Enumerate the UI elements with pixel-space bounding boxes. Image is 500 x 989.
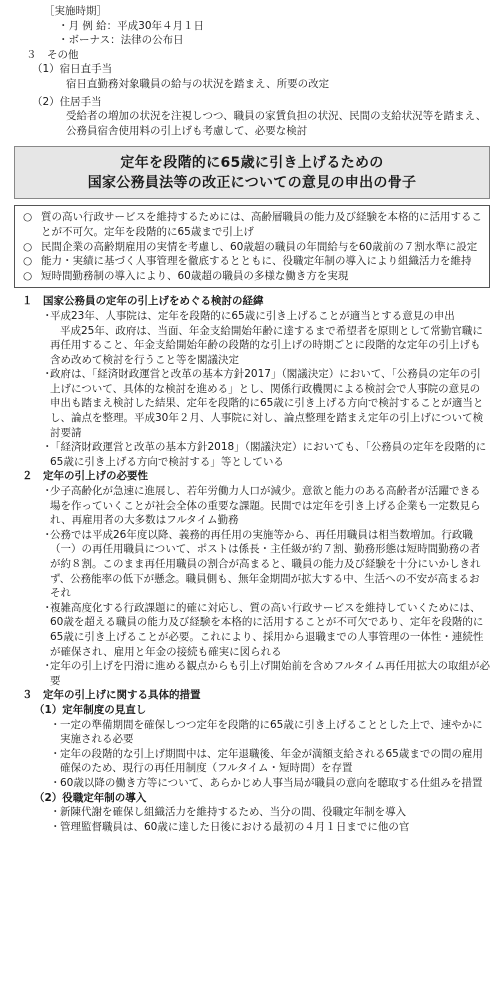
circle-mark: ○: [23, 211, 33, 224]
sub-1-body: 宿日直勤務対象職員の給与の状況を踏まえ、所要の改定: [66, 77, 330, 90]
sub-2-body: 受給者の増加の状況を注視しつつ、職員の家賃負担の状況、民間の支給状況等を踏まえ、公務員宿舎使用料の引上げも考慮して、必要な検討: [66, 110, 487, 137]
circle-mark: ○: [23, 255, 33, 268]
summary-item: ○ 民間企業の高齢期雇用の実情を考慮し、60歳超の職員の年間給与を60歳前の７割水準に設定: [23, 240, 478, 253]
list-item: ・ 少子高齢化が急速に進展し、若年労働力人口が減少。意欲と能力のある高齢者が活躍できる場を作っていくことが社会全体の重要な課題。民間では定年を引き上げる企業も一定数見られ、再雇用者の大多数はフルタイム勤務: [42, 485, 481, 527]
list-item: ・ 管理監督職員は、60歳に達した日後における最初の４月１日までに他の官: [50, 820, 410, 833]
list-item: ・ 定年の引上げを円滑に進める観点からも引上げ開始前を含めフルタイム再任用拡大の取組が必要: [42, 660, 490, 687]
section-3-sub-1: （1）定年制度の見直し: [34, 703, 147, 716]
list-item: ・ 60歳以降の働き方等について、あらかじめ人事当局が職員の意向を聴取する仕組みを措置: [50, 776, 483, 789]
list-item: ・ 公務では平成26年度以降、義務的再任用の実施等から、再任用職員は相当数増加。行政職（一）の再任用職員について、ポストは係長・主任級が約７割、勤務形態は短時間勤務の者が約８割。このまま再任用職員の割合が高まると、職員の能力及び経験を十分にいかしきれず、公務能率の低下が懸念。職員側も、無年金期間が拡大する中、生活への不安が高まるおそれ: [42, 528, 481, 600]
list-item: ・ 新陳代謝を確保し組織活力を維持するため、当分の間、役職定年制を導入: [50, 806, 407, 819]
timing-item-monthly: ・月 例 給：平成30年４月１日: [58, 19, 205, 32]
timing-item-bonus: ・ボーナス：法律の公布日: [58, 34, 184, 47]
list-item: ・ 政府は、「経済財政運営と改革の基本方針2017」（閣議決定）において、「公務員の定年の引上げについて、具体的な検討を進める」とし、関係行政機関による検討会で人事院の意見の申出も踏まえ検討した結果、定年を段階的に65歳に引き上げる方向で検討することが適当とし、論点を整理。平成30年２月、人事院に対し、論点整理を踏まえ定年の引上げについて検討要請: [42, 368, 484, 439]
summary-item: ○ 質の高い行政サービスを維持するためには、高齢層職員の能力及び経験を本格的に活用することが不可欠。定年を段階的に65歳まで引上げ: [23, 211, 482, 238]
list-item: ・ 「経済財政運営と改革の基本方針2018」（閣議決定）においても、「公務員の定年を段階的に65歳に引き上げる方向で検討する」等としている: [42, 441, 487, 468]
list-item: ・ 一定の準備期間を確保しつつ定年を段階的に65歳に引き上げることとした上で、速やかに実施される必要: [50, 718, 483, 746]
list-item: ・ 複雑高度化する行政課題に的確に対応し、質の高い行政サービスを維持していくためには、60歳を超える職員の能力及び経験を本格的に活用することが不可欠であり、定年を段階的に65歳に引き上げることが必要。これにより、採用から退職までの人事管理の一体性・連続性が確保され、雇用と年金の接続も確実に図られる: [42, 601, 484, 658]
circle-mark: ○: [23, 269, 33, 282]
timing-label: ［実施時期］: [44, 5, 107, 17]
sub-2-label: （2）住居手当: [32, 95, 102, 108]
sub-1-label: （1）宿日直手当: [32, 63, 113, 76]
title-line-1: 定年を段階的に65歳に引き上げるための: [120, 155, 384, 172]
summary-box: [14, 205, 490, 288]
list-item: ・ 平成23年、人事院は、定年を段階的に65歳に引き上げることが適当とする意見の申出: [42, 309, 455, 322]
title-box: [14, 146, 490, 199]
title-line-2: 国家公務員法等の改正についての意見の申出の骨子: [87, 175, 417, 192]
section-3-label: ３ 定年の引上げに関する具体的措置: [22, 689, 201, 702]
list-item-continued: 平成25年、政府は、当面、年金支給開始年齢に達するまで希望者を原則として常勤官職に再任用すること、年金支給開始年齢の段階的な引上げの時期ごとに段階的な定年の引上げも含め改めて検討を行うこと等を閣議決定: [50, 324, 483, 366]
section-2-label: ２ 定年の引上げの必要性: [22, 470, 148, 483]
section-3-sub-2: （2）役職定年制の導入: [34, 791, 147, 804]
summary-item: ○ 短時間勤務制の導入により、60歳超の職員の多様な働き方を実現: [23, 269, 349, 282]
section-1-label: １ 国家公務員の定年の引上げをめぐる検討の経緯: [22, 295, 264, 308]
list-item: ・ 定年の段階的な引上げ期間中は、定年退職後、年金が満額支給される65歳までの間の雇用確保のため、現行の再任用制度（フルタイム・短時間）を存置: [50, 747, 483, 775]
summary-item: ○ 能力・実績に基づく人事管理を徹底するとともに、役職定年制の導入により組織活力を維持: [23, 255, 472, 268]
circle-mark: ○: [23, 240, 33, 253]
section-3-other: ３ その他: [26, 48, 79, 61]
